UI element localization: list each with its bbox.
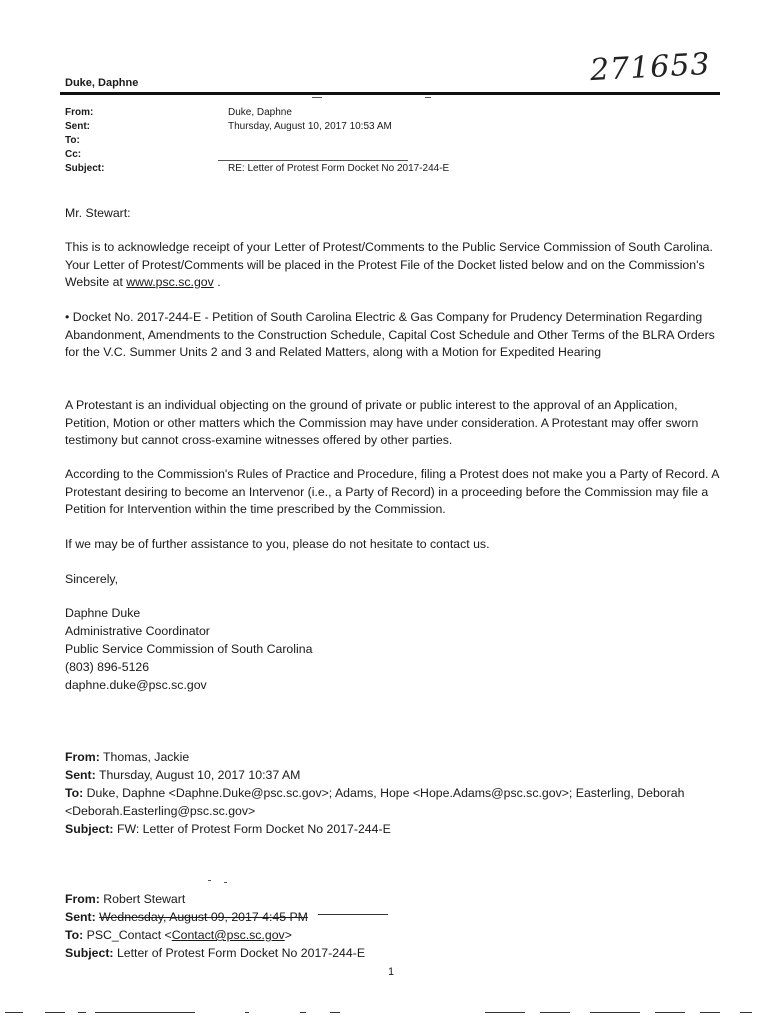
fwd1-to-value: Duke, Daphne <Daphne.Duke@psc.sc.gov>; Adams, Hope <Hope.Adams@psc.sc.gov>; Easterling, Deborah <Deborah.Easterling@psc.sc.gov>	[65, 786, 685, 818]
fwd1-from-label: From:	[65, 750, 100, 764]
forward-header-1	[65, 748, 725, 838]
fwd2-sent-value: Wednesday, August 09, 2017 4:45 PM	[99, 910, 308, 924]
subject-value: RE: Letter of Protest Form Docket No 2017-244-E	[228, 163, 450, 174]
website-link[interactable]: www.psc.sc.gov	[126, 275, 214, 289]
signature-title: Administrative Coordinator	[65, 624, 210, 638]
header-rule	[60, 92, 720, 95]
signature-name: Daphne Duke	[65, 606, 141, 620]
contact-email-link[interactable]: Contact@psc.sc.gov	[171, 928, 285, 942]
fwd2-from-value: Robert Stewart	[103, 892, 186, 906]
closing: Sincerely,	[65, 572, 119, 586]
forward-header-2	[65, 890, 725, 962]
paragraph-acknowledgement-end: .	[213, 275, 221, 289]
fwd1-from-value: Thomas, Jackie	[103, 750, 190, 764]
fwd2-to-value-a: PSC_Contact <	[86, 928, 172, 942]
to-label: To:	[65, 135, 80, 146]
fwd1-subject-value: FW: Letter of Protest Form Docket No 2017-244-E	[116, 822, 391, 836]
subject-label: Subject:	[65, 163, 105, 174]
fwd2-subject-value: Letter of Protest Form Docket No 2017-244-E	[116, 946, 366, 960]
from-value: Duke, Daphne	[228, 107, 292, 118]
subject-rule	[218, 160, 408, 161]
paragraph-docket: • Docket No. 2017-244-E - Petition of South Carolina Electric & Gas Company for Prudency Determination Regarding Abandonment, Amendments to the Construction Schedule, Capital Cost Schedule and Other Terms of the BLRA Orders for the V.C. Summer Units 2 and 3 and Related Matters, along with a Motion for Expedited Hearing	[65, 310, 715, 359]
fwd1-sent-label: Sent:	[65, 768, 96, 782]
signature-phone: (803) 896-5126	[65, 660, 150, 674]
scan-mark	[425, 97, 431, 98]
fwd1-subject-label: Subject:	[65, 822, 114, 836]
paragraph-protestant-definition: A Protestant is an individual objecting on the ground of private or public interest to the approval of an Application, Petition, Motion or other matters which the Commission may have under consideration. A Protestant may offer sworn testimony but cannot cross-examine witnesses offered by other parties.	[65, 398, 699, 447]
fwd2-subject-label: Subject:	[65, 946, 114, 960]
signature-block	[65, 604, 312, 694]
signature-email: daphne.duke@psc.sc.gov	[65, 678, 207, 692]
mailbox-owner: Duke, Daphne	[65, 77, 139, 89]
paragraph-acknowledgement-text: This is to acknowledge receipt of your Letter of Protest/Comments to the Public Service Commission of South Carolina. Your Letter of Protest/Comments will be placed in the Protest File of the Docket listed below and on the Commission's Website at	[65, 240, 713, 289]
page-number: 1	[388, 966, 395, 978]
fwd1-to-label: To:	[65, 786, 84, 800]
scan-mark	[224, 882, 227, 883]
cc-label: Cc:	[65, 149, 82, 160]
fwd1-sent-value: Thursday, August 10, 2017 10:37 AM	[98, 768, 301, 782]
paragraph-assistance: If we may be of further assistance to you, please do not hesitate to contact us.	[65, 537, 490, 551]
paragraph-party-of-record: According to the Commission's Rules of Practice and Procedure, filing a Protest does not make you a Party of Record. A Protestant desiring to become an Intervenor (i.e., a Party of Record) in a proceeding before the Commission may file a Petition for Intervention within the time prescribed by the Commission.	[65, 467, 719, 516]
scan-mark	[312, 97, 322, 98]
signature-org: Public Service Commission of South Carolina	[65, 642, 313, 656]
scan-noise-strip	[0, 1012, 770, 1016]
sent-label: Sent:	[65, 121, 90, 132]
paragraph-acknowledgement	[65, 239, 720, 292]
greeting: Mr. Stewart:	[65, 206, 131, 220]
fwd2-to-label: To:	[65, 928, 84, 942]
fwd2-to-value-b: >	[284, 928, 292, 942]
fwd2-from-label: From:	[65, 892, 100, 906]
from-label: From:	[65, 107, 94, 118]
fwd2-sent-label: Sent:	[65, 910, 96, 924]
scan-line	[318, 914, 388, 915]
scan-mark	[208, 880, 211, 881]
handwritten-document-number: 271653	[589, 46, 712, 89]
sent-value: Thursday, August 10, 2017 10:53 AM	[228, 121, 392, 132]
